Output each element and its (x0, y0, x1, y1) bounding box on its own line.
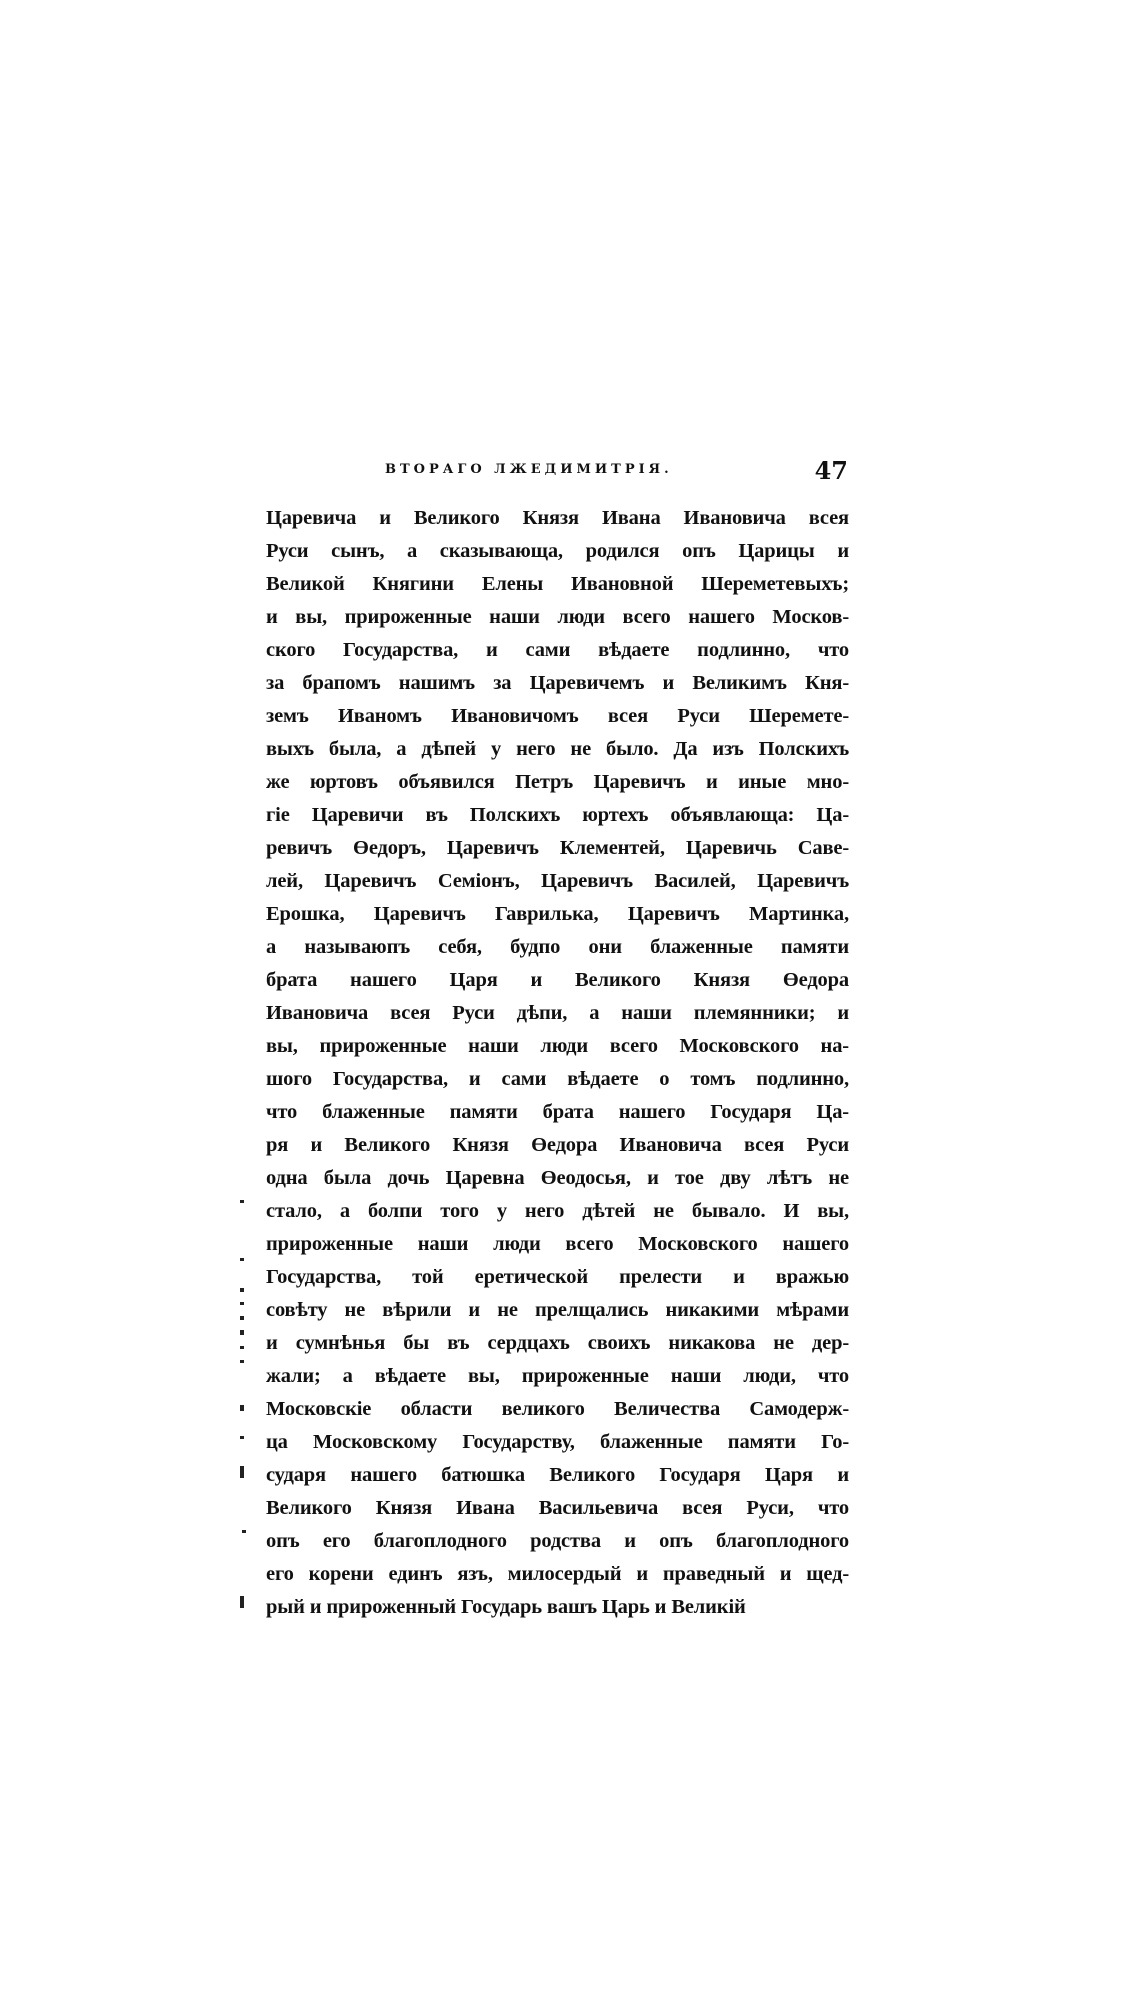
scan-mark (240, 1288, 244, 1292)
text-line: брата нашего Царя и Великого Князя Өедора (266, 969, 849, 991)
body-text (266, 502, 849, 1624)
text-line: ца Московскому Государству, блаженные памяти Го- (266, 1431, 849, 1453)
scan-mark (242, 1530, 246, 1533)
scan-mark (240, 1346, 244, 1349)
scan-mark (240, 1405, 244, 1411)
page-header (265, 456, 850, 486)
text-line: лей, Царевичъ Семіонъ, Царевичъ Василей, Царевичъ (266, 870, 849, 892)
text-line: Ивановича всея Руси дѣпи, а наши племянники; и (266, 1002, 849, 1024)
text-line: же юртовъ объявился Петръ Царевичъ и иные мно- (266, 771, 849, 793)
text-line: ря и Великого Князя Өедора Ивановича всея Руси (266, 1134, 849, 1156)
text-line: гіе Царевичи въ Полскихъ юртехъ объявлающа: Ца- (266, 804, 849, 826)
text-line: шого Государства, и сами вѣдаете о томъ подлинно, (266, 1068, 849, 1090)
text-line: Государства, той еретической прелести и вражью (266, 1266, 849, 1288)
scan-mark (240, 1200, 244, 1203)
scan-mark (240, 1360, 244, 1363)
text-line: рый и прироженный Государь вашъ Царь и Великій (266, 1596, 746, 1618)
text-line: Царевича и Великого Князя Ивана Ивановича всея (266, 507, 849, 529)
text-line: его корени единъ язъ, милосердый и праведный и щед- (266, 1563, 849, 1585)
scan-mark (240, 1316, 244, 1320)
text-line: вы, прироженные наши люди всего Московского на- (266, 1035, 849, 1057)
text-line: и вы, прироженные наши люди всего нашего Москов- (266, 606, 849, 628)
text-line: ревичъ Өедоръ, Царевичъ Клементей, Царевичь Саве- (266, 837, 849, 859)
scan-mark (240, 1436, 244, 1439)
text-line: Московскіе области великого Величества Самодерж- (266, 1398, 849, 1420)
text-line: опъ его благоплодного родства и опъ благоплодного (266, 1530, 849, 1552)
text-line: стало, а болпи того у него дѣтей не бывало. И вы, (266, 1200, 849, 1222)
scan-mark (240, 1302, 244, 1305)
text-line: ского Государства, и сами вѣдаете подлинно, что (266, 639, 849, 661)
text-line: Великого Князя Ивана Васильевича всея Руси, что (266, 1497, 849, 1519)
text-line: Великой Княгини Елены Ивановной Шереметевыхъ; (266, 573, 849, 595)
text-line: Руси сынъ, а сказывающа, родился опъ Царицы и (266, 540, 849, 562)
text-line: и сумнѣнья бы въ сердцахъ своихъ никакова не дер- (266, 1332, 849, 1354)
text-line: Ерошка, Царевичъ Гаврилька, Царевичъ Мартинка, (266, 903, 849, 925)
margin-scan-marks (232, 1200, 252, 1620)
scan-mark (240, 1258, 244, 1261)
text-line: жали; а вѣдаете вы, прироженные наши люди, что (266, 1365, 849, 1387)
running-title: ВТОРАГО ЛЖЕДИМИТРІЯ. (385, 462, 673, 477)
text-line: прироженные наши люди всего Московского нашего (266, 1233, 849, 1255)
text-line: совѣту не вѣрили и не прелщались никакими мѣрами (266, 1299, 849, 1321)
text-line: что блаженные памяти брата нашего Государя Ца- (266, 1101, 849, 1123)
text-line: выхъ была, а дѣпей у него не было. Да изъ Полскихъ (266, 738, 849, 760)
scan-mark (240, 1596, 244, 1608)
text-line: сударя нашего батюшка Великого Государя Царя и (266, 1464, 849, 1486)
scan-mark (240, 1466, 244, 1478)
page-number: 47 (814, 456, 848, 485)
text-line: земъ Иваномъ Ивановичомъ всея Руси Шеремете- (266, 705, 849, 727)
scan-mark (240, 1330, 244, 1335)
text-line: за брапомъ нашимъ за Царевичемъ и Великимъ Кня- (266, 672, 849, 694)
text-line: одна была дочь Царевна Өеодосья, и тое дву лѣтъ не (266, 1167, 849, 1189)
text-line: а называюпъ себя, будпо они блаженные памяти (266, 936, 849, 958)
